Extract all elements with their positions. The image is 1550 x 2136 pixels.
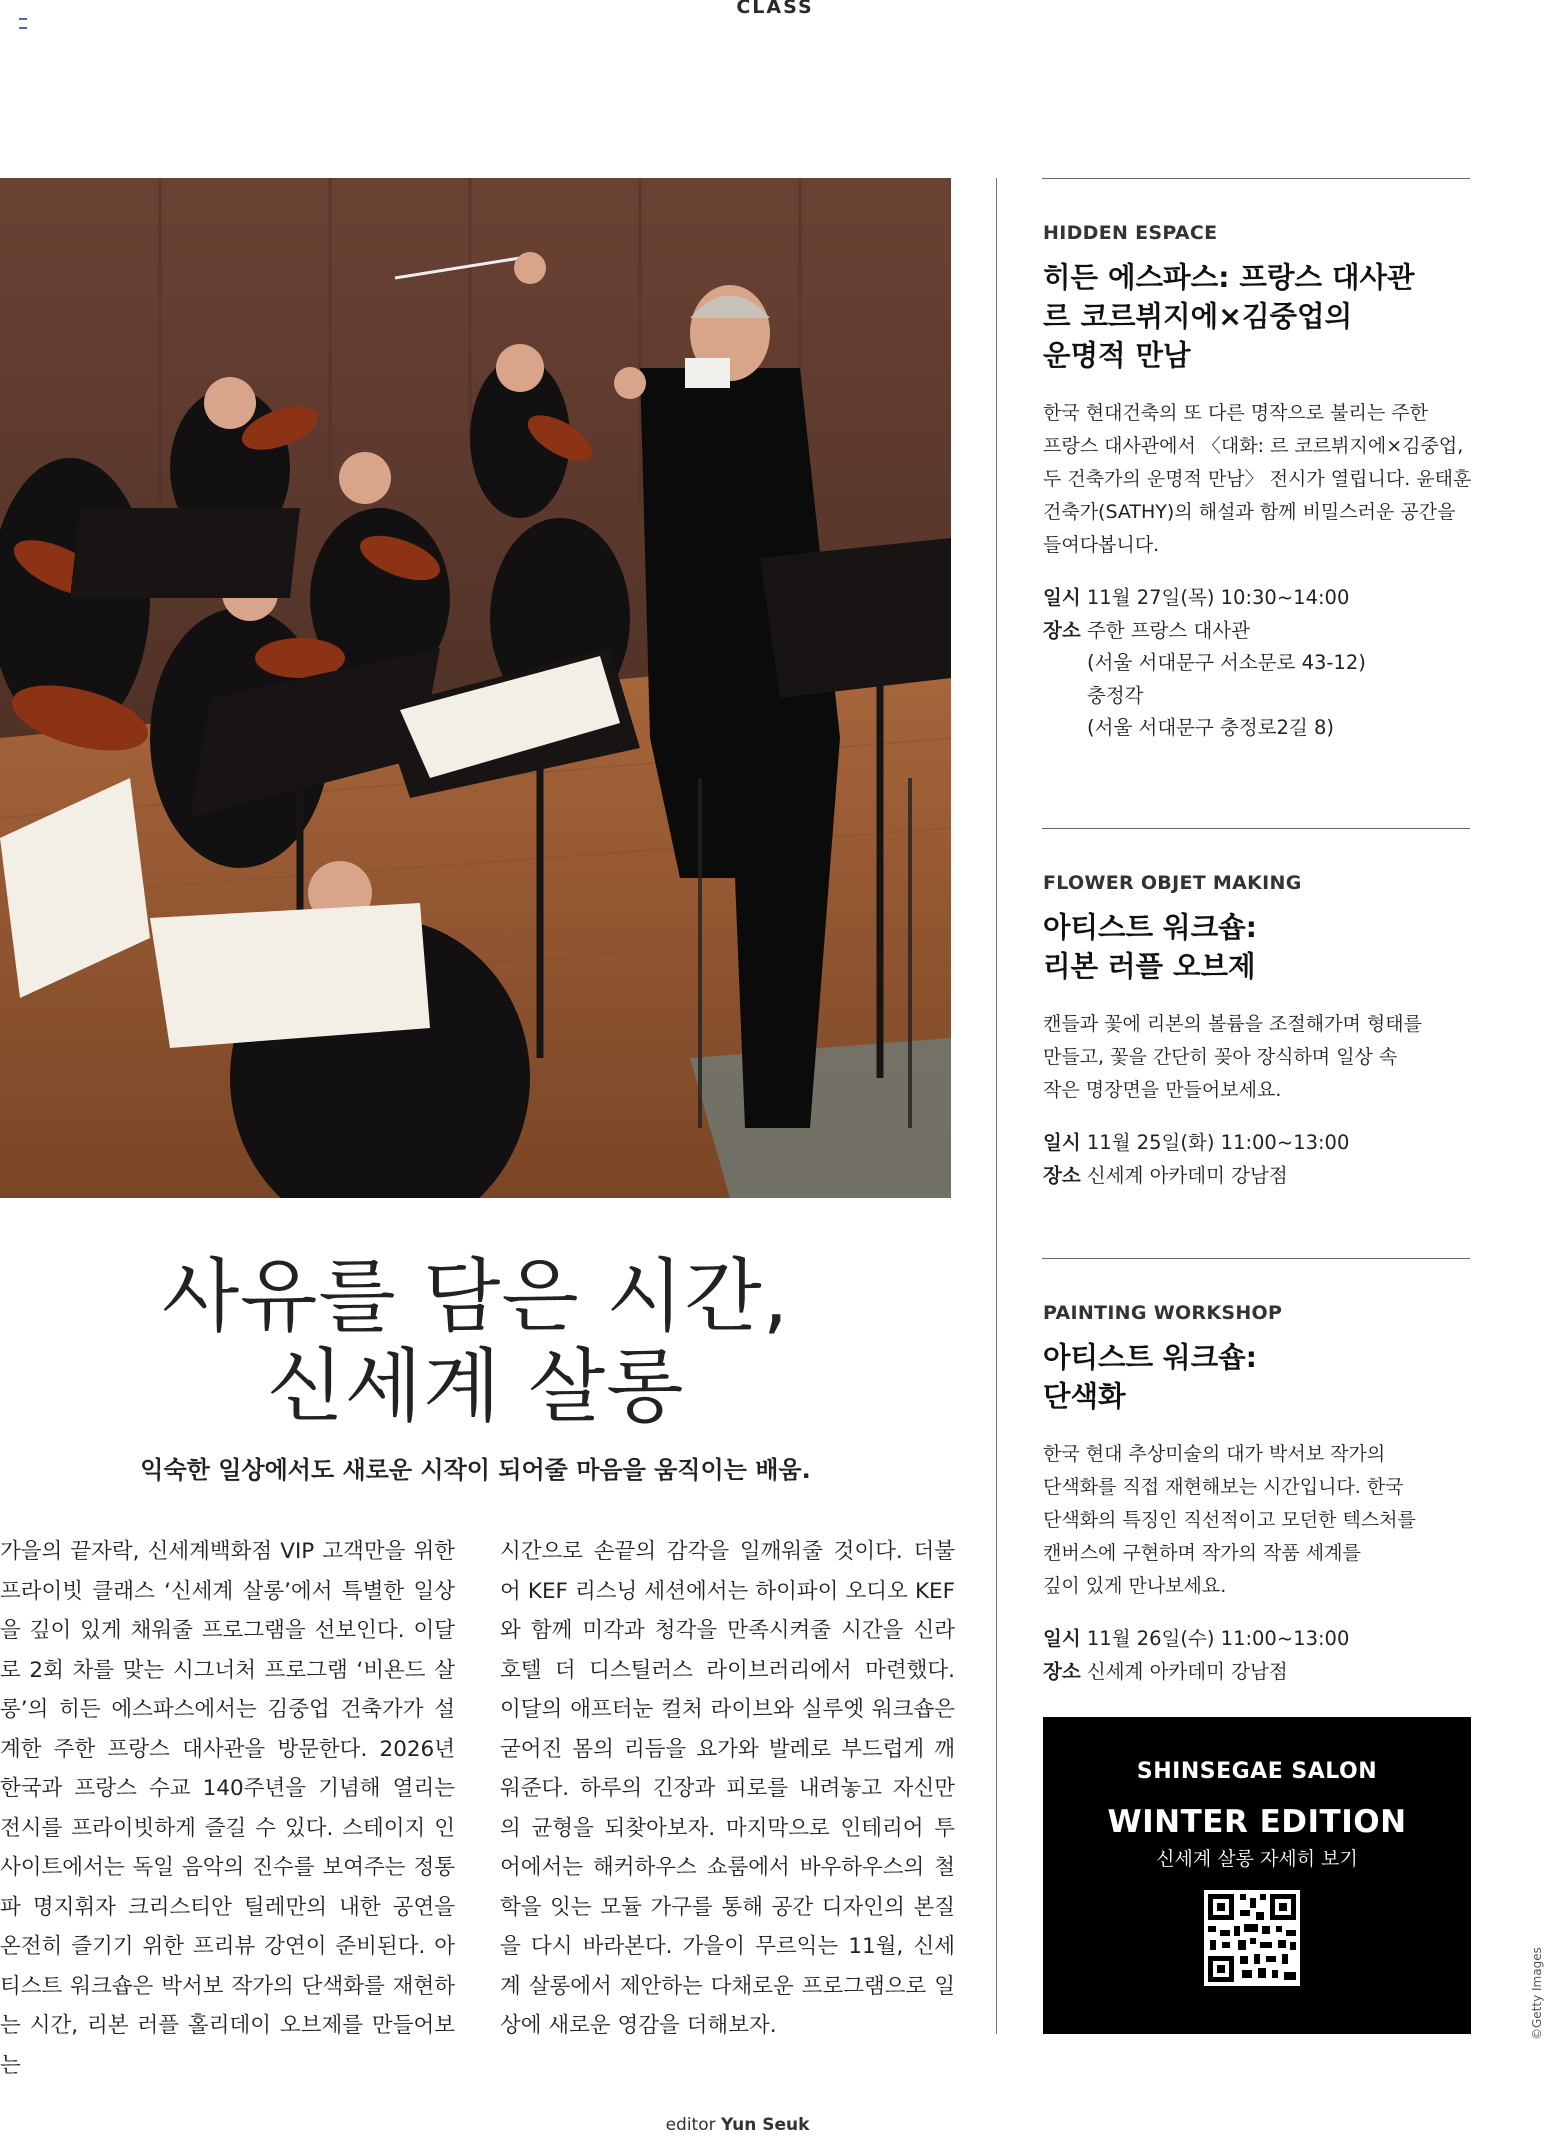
desc-line: 두 건축가의 운명적 만남〉 전시가 열립니다. 윤태훈	[1043, 468, 1472, 490]
feature-subtitle: 익숙한 일상에서도 새로운 시작이 되어줄 마음을 움직이는 배움.	[140, 1456, 811, 1484]
event-info	[1043, 1623, 1478, 1688]
place-label: 장소	[1043, 618, 1081, 642]
desc-line: 깊이 있게 만나보세요.	[1043, 1575, 1227, 1597]
editor-label: editor	[665, 2115, 716, 2135]
sidebar-title-line: 아티스트 워크숍:	[1043, 911, 1258, 944]
place-value: 신세계 아카데미 강남점	[1086, 1163, 1288, 1187]
place-address: (서울 서대문구 충정로2길 8)	[1087, 716, 1334, 739]
desc-line: 만들고, 꽃을 간단히 꽂아 장식하며 일상 속	[1043, 1046, 1398, 1068]
place-label: 장소	[1043, 1163, 1081, 1187]
desc-line: 한국 현대건축의 또 다른 명작으로 불리는 주한	[1043, 402, 1428, 424]
sidebar-description	[1043, 397, 1478, 562]
sidebar-title	[1043, 908, 1478, 986]
sidebar-title-line: 운명적 만남	[1043, 339, 1191, 372]
event-place	[1043, 1656, 1478, 1689]
page-corner-mark	[19, 18, 27, 29]
date-label: 일시	[1043, 1627, 1081, 1650]
promo-link-text[interactable]: 신세계 살롱 자세히 보기	[1156, 1848, 1358, 1870]
event-info	[1043, 582, 1478, 745]
body-text-column-1: 가을의 끝자락, 신세계백화점 VIP 고객만을 위한 프라이빗 클래스 ‘신세계 살롱’에서 특별한 일상을 깊이 있게 채워줄 프로그램을 선보인다. 이달로 2회 차를 맞는 시그너처 프로그램 ‘비욘드 살롱’의 히든 에스파스에서는 김중업 건축가가 설계한 주한 프랑스 대사관을 방문한다. 2026년 한국과 프랑스 수교 140주년을 기념해 열리는 전시를 프라이빗하게 즐길 수 있다. 스테이지 인사이트에서는 독일 음악의 진수를 보여주는 정통파 명지휘자 크리스티안 틸레만의 내한 공연을 온전히 즐기기 위한 프리뷰 강연이 준비된다. 아티스트 워크숍은 박서보 작가의 단색화를 재현하는 시간, 리본 러플 홀리데이 오브제를 만들어보는	[0, 1539, 455, 2078]
event-info	[1043, 1127, 1478, 1192]
photo-credit: ©Getty Images	[1530, 1947, 1544, 2040]
date-value: 11월 27일(목) 10:30~14:00	[1086, 586, 1350, 609]
place-secondary: 충정각	[1087, 683, 1144, 707]
section-label: CLASS	[736, 0, 814, 18]
desc-line: 건축가(SATHY)의 해설과 함께 비밀스러운 공간을	[1043, 501, 1456, 523]
place-value: 신세계 아카데미 강남점	[1086, 1659, 1288, 1683]
sidebar-title-line: 르 코르뷔지에×김중업의	[1043, 300, 1353, 333]
date-label: 일시	[1043, 586, 1081, 609]
sidebar-title	[1043, 1338, 1478, 1416]
date-value: 11월 25일(화) 11:00~13:00	[1086, 1131, 1350, 1154]
event-date	[1043, 582, 1478, 615]
sidebar-item-flower-objet	[1043, 872, 1478, 1192]
date-label: 일시	[1043, 1131, 1081, 1154]
body-text-column-2: 시간으로 손끝의 감각을 일깨워줄 것이다. 더불어 KEF 리스닝 세션에서는 하이파이 오디오 KEF와 함께 미각과 청각을 만족시켜줄 시간을 신라호텔 더 디스틸러스 라이브러리에서 마련했다. 이달의 애프터눈 컬처 라이브와 실루엣 워크숍은 굳어진 몸의 리듬을 요가와 발레로 부드럽게 깨워준다. 하루의 긴장과 피로를 내려놓고 자신만의 균형을 되찾아보자. 마지막으로 인테리어 투어에서는 해커하우스 쇼룸에서 바우하우스의 철학을 잇는 모듈 가구를 통해 공간 디자인의 본질을 다시 바라본다. 가을이 무르익는 11월, 신세계 살롱에서 제안하는 다채로운 프로그램으로 일상에 새로운 영감을 더해보자.	[500, 1539, 955, 2038]
place-value: 주한 프랑스 대사관	[1086, 618, 1250, 642]
event-place	[1043, 615, 1478, 648]
event-date	[1043, 1127, 1478, 1160]
event-date	[1043, 1623, 1478, 1656]
sidebar-description	[1043, 1438, 1478, 1603]
editor-name: Yun Seuk	[721, 2115, 810, 2135]
sidebar-title-line: 히든 에스파스: 프랑스 대사관	[1043, 261, 1415, 294]
sidebar-title-line: 아티스트 워크숍:	[1043, 1341, 1258, 1374]
sidebar-rule-2	[1042, 828, 1470, 829]
sidebar-item-painting-workshop	[1043, 1302, 1478, 1688]
desc-line: 캔들과 꽃에 리본의 볼륨을 조절해가며 형태를	[1043, 1013, 1422, 1035]
sidebar-kicker: PAINTING WORKSHOP	[1043, 1302, 1283, 1324]
promo-edition: WINTER EDITION	[1107, 1804, 1407, 1840]
editor-credit	[0, 2115, 1475, 2135]
column-divider	[996, 178, 997, 2034]
event-place	[1043, 1160, 1478, 1193]
sidebar-item-hidden-espace	[1043, 222, 1478, 745]
desc-line: 작은 명장면을 만들어보세요.	[1043, 1079, 1282, 1101]
headline-line-2: 신세계 살롱	[266, 1340, 685, 1433]
sidebar-rule-3	[1042, 1258, 1470, 1259]
sidebar-kicker: FLOWER OBJET MAKING	[1043, 872, 1302, 894]
desc-line: 단색화를 직접 재현해보는 시간입니다. 한국	[1043, 1476, 1404, 1498]
orchestra-photo	[0, 178, 951, 1198]
salon-promo-box[interactable]	[1043, 1717, 1471, 2034]
place-address: (서울 서대문구 서소문로 43-12)	[1087, 651, 1366, 674]
date-value: 11월 26일(수) 11:00~13:00	[1086, 1627, 1350, 1650]
sidebar-title-line: 리본 러플 오브제	[1043, 950, 1256, 983]
qr-code-icon[interactable]	[1204, 1890, 1300, 1986]
desc-line: 한국 현대 추상미술의 대가 박서보 작가의	[1043, 1443, 1386, 1465]
headline-line-1: 사유를 담은 시간,	[161, 1250, 790, 1343]
place-label: 장소	[1043, 1659, 1081, 1683]
sidebar-kicker: HIDDEN ESPACE	[1043, 222, 1218, 244]
sidebar-title	[1043, 258, 1478, 375]
feature-headline	[0, 1252, 951, 1432]
desc-line: 단색화의 특징인 직선적이고 모던한 텍스처를	[1043, 1509, 1416, 1531]
sidebar-rule-1	[1042, 178, 1470, 179]
desc-line: 프랑스 대사관에서 〈대화: 르 코르뷔지에×김중업,	[1043, 435, 1464, 457]
desc-line: 캔버스에 구현하며 작가의 작품 세계를	[1043, 1542, 1361, 1564]
sidebar-title-line: 단색화	[1043, 1380, 1126, 1413]
promo-brand: SHINSEGAE SALON	[1136, 1759, 1378, 1784]
desc-line: 들여다봅니다.	[1043, 534, 1160, 556]
sidebar-description	[1043, 1008, 1478, 1107]
